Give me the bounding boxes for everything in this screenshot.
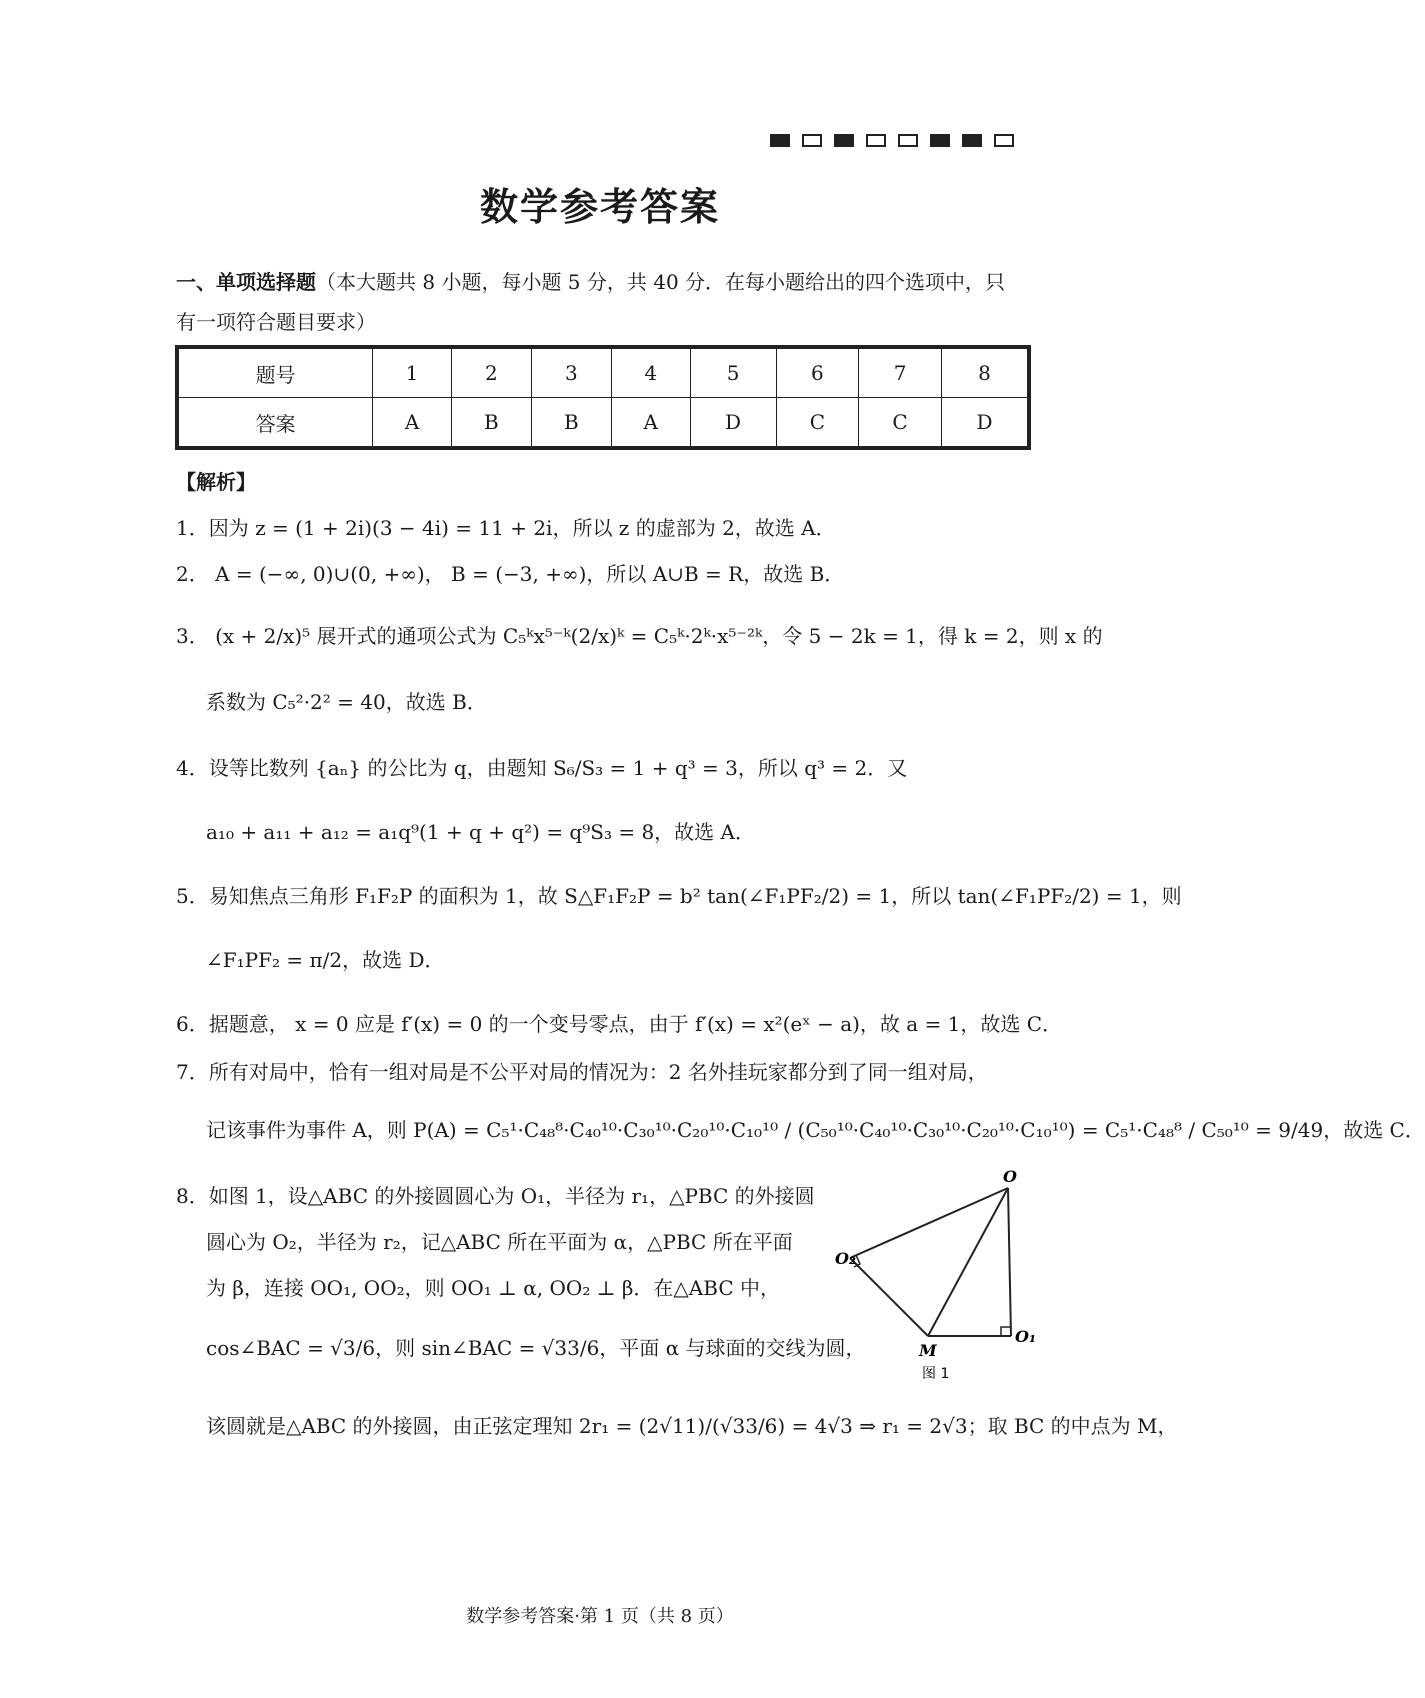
table-cell: 4 (611, 349, 690, 398)
answer-table (178, 348, 1028, 447)
table-cell: 1 (373, 349, 452, 398)
analysis-heading: 【解析】 (176, 470, 256, 494)
solution-4-line2: a₁₀ + a₁₁ + a₁₂ = a₁q⁹(1 + q + q²) = q⁹S₃ = 8，故选 A． (206, 820, 755, 844)
section-heading: 一、单项选择题 (176, 270, 316, 294)
section-description-2: 有一项符合题目要求） (176, 310, 376, 334)
solution-5-line1: 5．易知焦点三角形 F₁F₂P 的面积为 1，故 S△F₁F₂P = b² tan(∠F₁PF₂/2) = 1，所以 tan(∠F₁PF₂/2) = 1，则 (176, 884, 1182, 908)
label-O: O (1003, 1167, 1017, 1186)
right-angle-mark-O1 (1001, 1327, 1011, 1336)
figure-1-diagram (835, 1168, 1040, 1383)
solution-5-line2: ∠F₁PF₂ = π/2，故选 D． (206, 948, 445, 972)
table-cell: 8 (941, 349, 1027, 398)
table-cell: A (373, 398, 452, 447)
label-M: M (919, 1341, 937, 1360)
label-O2: O₂ (835, 1249, 856, 1268)
solution-3-line2: 系数为 C₅²·2² = 40，故选 B． (206, 690, 487, 714)
label-O1: O₁ (1015, 1327, 1036, 1346)
mark-box (898, 134, 918, 147)
row-label-number: 题号 (179, 349, 373, 398)
table-cell: 2 (451, 349, 531, 398)
solution-1: 1．因为 z = (1 + 2i)(3 − 4i) = 11 + 2i，所以 z 的虚部为 2，故选 A． (176, 516, 836, 540)
mark-box (866, 134, 886, 147)
corner-marks (770, 134, 1014, 147)
table-row (179, 349, 1028, 398)
mark-box (834, 134, 854, 147)
segment-OO1 (1008, 1188, 1011, 1336)
mark-box (770, 134, 790, 147)
segment-OM (928, 1188, 1008, 1336)
mark-box (994, 134, 1014, 147)
table-cell: 3 (531, 349, 611, 398)
table-row (179, 398, 1028, 447)
solution-8-line1: 8．如图 1，设△ABC 的外接圆圆心为 O₁，半径为 r₁，△PBC 的外接圆 (176, 1184, 815, 1208)
solution-8-line2: 圆心为 O₂，半径为 r₂，记△ABC 所在平面为 α，△PBC 所在平面 (206, 1230, 793, 1254)
solution-8-line3: 为 β，连接 OO₁, OO₂，则 OO₁ ⊥ α, OO₂ ⊥ β．在△ABC 中， (206, 1276, 780, 1300)
mark-box (802, 134, 822, 147)
table-cell: 6 (776, 349, 859, 398)
table-cell: D (941, 398, 1027, 447)
section-heading-line (176, 266, 1005, 295)
table-cell: B (531, 398, 611, 447)
solution-8-line5: 该圆就是△ABC 的外接圆，由正弦定理知 2r₁ = (2√11)/(√33/6) = 4√3 ⇒ r₁ = 2√3；取 BC 的中点为 M， (206, 1414, 1178, 1438)
solution-4-line1: 4．设等比数列 {aₙ} 的公比为 q，由题知 S₆/S₃ = 1 + q³ = 3，所以 q³ = 2．又 (176, 756, 908, 780)
segment-OO2 (850, 1188, 1008, 1258)
mark-box (962, 134, 982, 147)
solution-3-line1: 3． (x + 2/x)⁵ 展开式的通项公式为 C₅ᵏx⁵⁻ᵏ(2/x)ᵏ = C₅ᵏ·2ᵏ·x⁵⁻²ᵏ，令 5 − 2k = 1，得 k = 2，则 x 的 (176, 624, 1103, 648)
mark-box (930, 134, 950, 147)
solution-7-line2: 记该事件为事件 A，则 P(A) = C₅¹·C₄₈⁸·C₄₀¹⁰·C₃₀¹⁰·C₂₀¹⁰·C₁₀¹⁰ / (C₅₀¹⁰·C₄₀¹⁰·C₃₀¹⁰·C₂₀¹⁰·C₁₀¹⁰) = C₅¹·C₄₈⁸ / C₅₀¹⁰ = 9/49，故选 C． (206, 1118, 1425, 1142)
table-cell: A (611, 398, 690, 447)
segment-O2M (850, 1258, 928, 1336)
table-cell: C (859, 398, 942, 447)
table-cell: B (451, 398, 531, 447)
table-cell: C (776, 398, 859, 447)
figure-caption: 图 1 (922, 1366, 950, 1382)
solution-7-line1: 7．所有对局中，恰有一组对局是不公平对局的情况为：2 名外挂玩家都分到了同一组对局， (176, 1060, 988, 1084)
row-label-answer: 答案 (179, 398, 373, 447)
solution-2: 2． A = (−∞, 0)∪(0, +∞)， B = (−3, +∞)，所以 A∪B = R，故选 B． (176, 562, 845, 586)
page-footer: 数学参考答案·第 1 页（共 8 页） (466, 1606, 734, 1627)
table-cell: D (690, 398, 776, 447)
table-cell: 5 (690, 349, 776, 398)
solution-6: 6．据题意， x = 0 应是 f′(x) = 0 的一个变号零点，由于 f′(x) = x²(eˣ − a)，故 a = 1，故选 C． (176, 1012, 1063, 1036)
solution-8-line4: cos∠BAC = √3/6，则 sin∠BAC = √33/6，平面 α 与球面的交线为圆， (206, 1336, 866, 1360)
section-description: （本大题共 8 小题，每小题 5 分，共 40 分．在每小题给出的四个选项中，只 (316, 270, 1006, 294)
table-cell: 7 (859, 349, 942, 398)
page-title: 数学参考答案 (479, 185, 720, 229)
